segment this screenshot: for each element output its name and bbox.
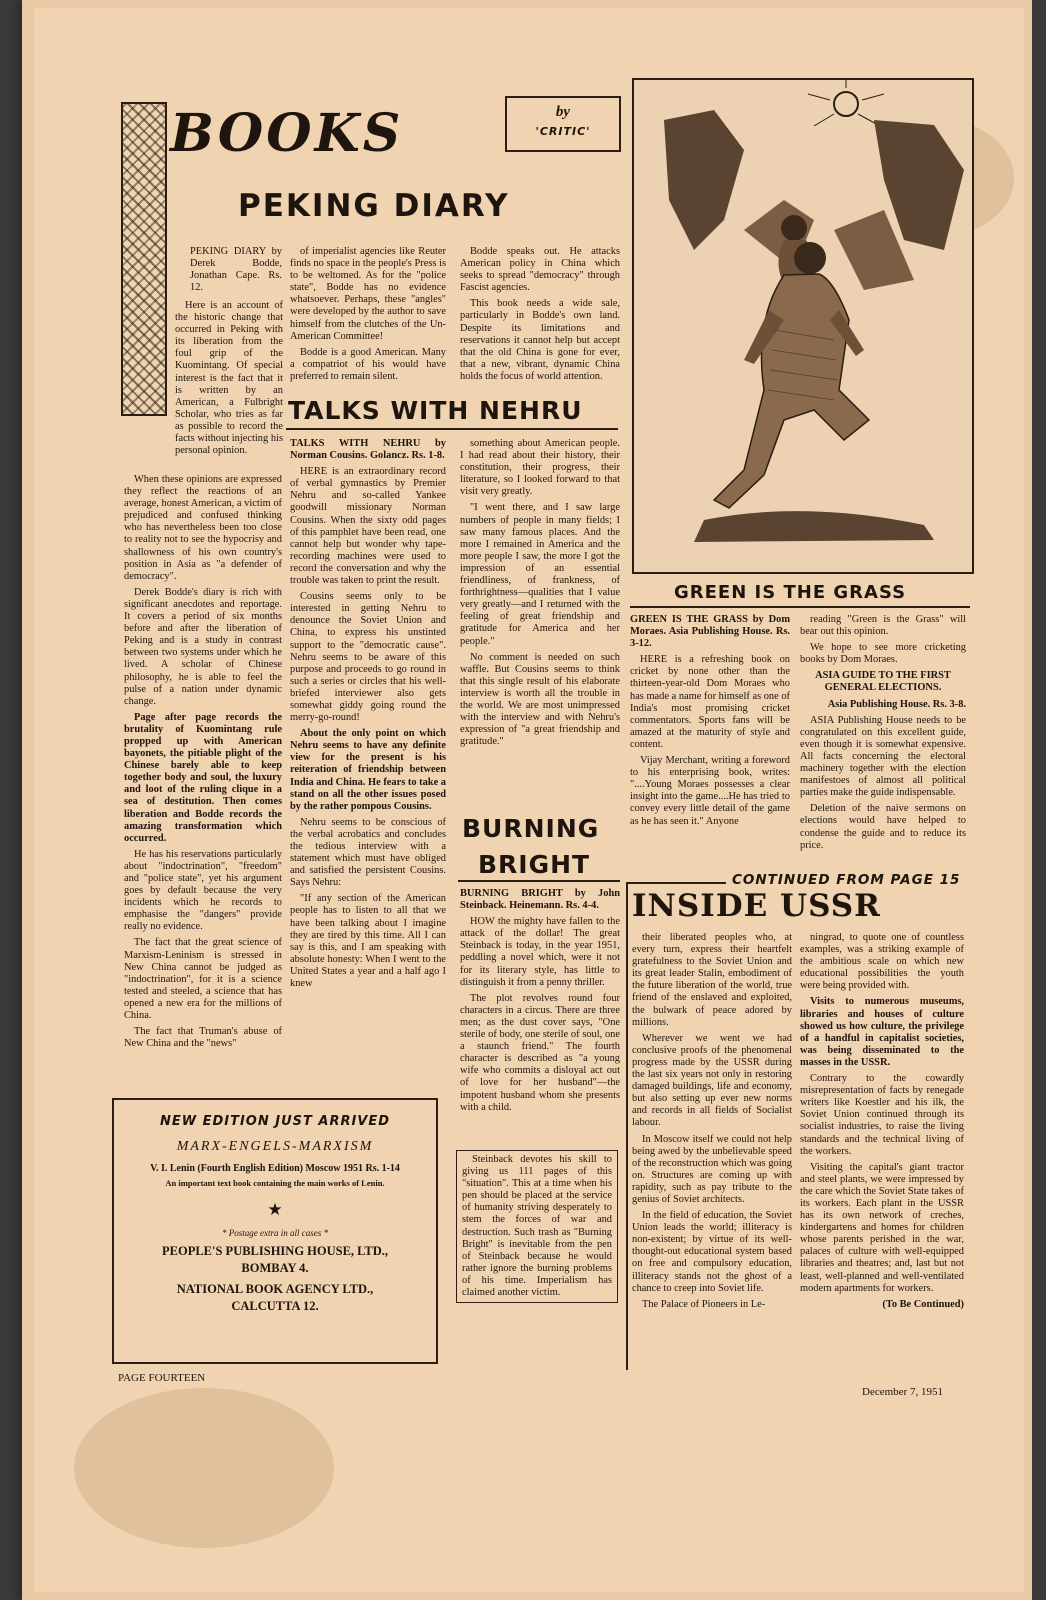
peking-source: PEKING DIARY by Derek Bodde, Jonathan Cape. Rs. 12. (190, 246, 282, 294)
peking-para: Bodde is a good American. Many a compatriot of his would have preferred to remain silent. (290, 346, 446, 382)
woodcut-illustration (632, 78, 974, 574)
grass-headline: GREEN IS THE GRASS (674, 582, 907, 603)
woodcut-image (634, 80, 972, 572)
peking-para: Bodde speaks out. He attacks American policy in China which seeks to spread "democracy" through Fascist agencies. (460, 246, 620, 294)
peking-para: Here is an account of the historic change that occurred in Peking with its liberation from the foul grip of the Kuomintang. Of special interest is the fact that it is written by an American, a Fulbright Scholar, who tries as far as possible to record the facts without injecting his personal opinion. (175, 300, 283, 457)
nehru-para: something about American people. I had read about their history, their constitution, their progress, their literature, so I looked forward to that visit very greatly. (460, 438, 620, 498)
ad-publisher-2: NATIONAL BOOK AGENCY LTD., (176, 1282, 374, 1296)
paper-stain (74, 1388, 334, 1548)
burning-source: BURNING BRIGHT by John Steinback. Heinemann. Rs. 4-4. (460, 888, 620, 912)
ussr-para: ningrad, to quote one of countless examples, was a striking example of the ambitious scale on which new educational possibilities the youth were being provided with. (800, 932, 964, 992)
nehru-para: Cousins seems only to be interested in getting Nehru to denounce the Soviet Union and China, to express his unstinted support to the "democratic cause". Nehru seems to be aware of this purpose and proceeds to go round in such a series or circles that his well-briefed interviewer also gets somewhat giddy going round the merry-go-round! (290, 591, 446, 724)
nehru-source: TALKS WITH NEHRU by Norman Cousins. Golancz. Rs. 1-8. (290, 438, 446, 462)
ussr-col-a (632, 932, 792, 1315)
ad-postage: * Postage extra in all cases * (222, 1228, 328, 1238)
byline-box (505, 96, 621, 152)
grass-col-a (630, 614, 790, 832)
burning-para: HOW the mighty have fallen to the attack of the dollar! The great Steinback is today, in the year 1951, peddling a novel which, were it not for its literary style, has little to distinguish it from a penny thriller. (460, 916, 620, 988)
peking-col-3 (460, 246, 620, 387)
ad-publisher-1-city: BOMBAY 4. (241, 1261, 309, 1275)
grass-col-b (800, 614, 966, 856)
nehru-para: Nehru seems to be conscious of the verbal acrobatics and concludes the tedious interview with a statement which must have obliged and satisfied the persistent Cousins. Says Nehru: (290, 816, 446, 889)
grass-para: Vijay Merchant, writing a foreword to his enterprising book, writes: "....Young Moraes possesses a clear insight into the game....He has tried to convey every little detail of the game as he has seen it." Anyone (630, 755, 790, 827)
ad-title: NEW EDITION JUST ARRIVED (159, 1114, 391, 1129)
burning-boxed-para: Steinback devotes his skill to giving us 111 pages of this "situation". This at a time when his pen should be placed at the service of humanity striving desperately to stem the forces of war and destruction. Such trash as "Burning Bright" is inevitable from the pen of Steinback because he would rather ignore the burning problems of his time. Imperialism has claimed another victim. (462, 1154, 612, 1299)
asia-guide-para: ASIA Publishing House needs to be congratulated on this excellent guide, even though it is somewhat expensive. All facts concerning the electoral machinery together with the election manifestoes of almost all political parties make the guide indispensable. (800, 714, 966, 799)
peking-para: When these opinions are expressed they reflect the reactions of an average, honest American, a victim of prejudiced and confused thinking who has nevertheless been too close to reality not to see the hypocrisy and shallowness of his own country's position in Asia as "a defender of democracy". (124, 474, 282, 582)
nehru-para: "If any section of the American people has to listen to all that we have been talking about I imagine they are tired by this time. All I can say is this, and I am speaking with absolute honesty: When I went to the United States a year and a half ago I knew (290, 893, 446, 990)
burning-rule (458, 880, 620, 882)
ad-book: MARX-ENGELS-MARXISM (176, 1139, 374, 1154)
peking-col-2 (290, 246, 446, 387)
ussr-headline: INSIDE USSR (632, 888, 881, 924)
burning-headline-1: BURNING (462, 814, 600, 843)
grass-para: HERE is a refreshing book on cricket by none other than the thirteen-year-old Dom Moraes who has made a name for himself as one of India's most promising cricket commentators. Sports fans will be amazed at the maturity of style and content. (630, 654, 790, 750)
ad-publisher-1: PEOPLE'S PUBLISHING HOUSE, LTD., (162, 1244, 388, 1258)
ussr-para: Wherever we went we had conclusive proofs of the phenomenal progress made by the USSR during the last six years not only in restoring damaged buildings, life and economy, but also setting up ever new norms and records in all fields of Socialist labour. (632, 1032, 792, 1129)
peking-para: of imperialist agencies like Reuter finds no space in the people's Press is to be weltomed. As for the "police state", Bodde has no evidence whatsoever. Perhaps, these "angles" were developed by the author to save himself from the clutches of the Un-American Committee! (290, 246, 446, 342)
nehru-headline: TALKS WITH NEHRU (288, 396, 583, 425)
peking-para: Derek Bodde's diary is rich with significant anecdotes and reportage. It covers a period of six months before and after the liberation of Peking and is a study in contrast between two systems under which he lived. A scholar of Chinese philosophy, he is able to feel the pulse of a nation under dynamic change. (124, 586, 282, 707)
ussr-side-rule (626, 882, 628, 1370)
peking-para: He has his reservations particularly about "indoctrination", "freedom" and "police state", yet his argument goes by default because the very incidents which he records to emphasise the "dangers" provide really no evidence. (124, 848, 282, 933)
asia-guide-para: Deletion of the naive sermons on elections would have helped to condense the guide and to reduce its price. (800, 803, 966, 851)
peking-col-1-lower (124, 474, 282, 1054)
ad-blurb: An important text book containing the main works of Lenin. (165, 1178, 385, 1188)
advertisement-box (112, 1098, 438, 1364)
ussr-para: Contrary to the cowardly misrepresentation of facts by renegade writers like Koestler and his ilk, the Soviet Union continued through its socialist industries, to raise the living standards and the technical living of the workers. (800, 1073, 964, 1157)
nehru-col-a (290, 438, 446, 994)
ussr-para: In the field of education, the Soviet Union leads the world; illiteracy is non-existent; by virtue of its well-thought-out educational system based on free and compulsory education, illiteracy stands not the ghost of a chance to creep into Soviet life. (632, 1210, 792, 1294)
ussr-para: In Moscow itself we could not help being awed by the unbelievable speed of the reconstruction which was going on. Structures are coming up with rapidity, such as pay tribute to the genius of Soviet architects. (632, 1133, 792, 1205)
page-number: PAGE FOURTEEN (118, 1372, 206, 1384)
issue-date: December 7, 1951 (862, 1386, 943, 1398)
ussr-bold-para: Visits to numerous museums, libraries and houses of culture showed us how culture, the privilege of a handful in capitalist societies, was being disseminated to the masses in the USSR. (800, 996, 964, 1068)
decorative-border (121, 102, 167, 416)
grass-source: GREEN IS THE GRASS by Dom Moraes. Asia Publishing House. Rs. 3-12. (630, 614, 790, 650)
grass-para: reading "Green is the Grass" will bear out this opinion. (800, 614, 966, 638)
ad-edition: V. I. Lenin (Fourth English Edition) Moscow 1951 Rs. 1-14 (150, 1163, 400, 1174)
burning-para: The plot revolves round four characters in a circus. There are three men; as the dust cover says, "One sterile of body, one sterile of soul, one a staunch friend." The fourth character is described as "a young wife who commits a disloyal act out of love for her husband"—the impotent husband whom she presents with a child. (460, 992, 620, 1113)
nehru-para: "I went there, and I saw large numbers of people in many fields; I saw many famous places. And the more I remained in America and the more people I saw, the more I got the impression of an essential friendliness, of frankness, of forthrightness—qualities that I value very greatly—and I returned with the feeling of great friendship and gratitude for America and her people." (460, 502, 620, 647)
peking-col-1-body (175, 300, 283, 474)
ussr-para: The Palace of Pioneers in Le- (642, 1298, 766, 1310)
nehru-rule (286, 428, 618, 430)
grass-para: We hope to see more cricketing books by Dom Moraes. (800, 642, 966, 666)
ussr-para: Visiting the capital's giant tractor and steel plants, we were impressed by the care which the Soviet State takes of its workers. Each plant in the USSR has its own network of creches, kindergartens and homes for children whose parents perished in the war, palaces of culture with well-equipped libraries and theatres; and, last but not least, well-planned and well-ventilated modern apartments for workers. (800, 1161, 964, 1294)
byline-by: by (555, 104, 571, 120)
star-icon: ★ (267, 1200, 283, 1219)
ussr-para: their liberated peoples who, at every turn, express their heartfelt gratefulness to the Soviet Union and its great leader Stalin, embodiment of the future liberation of the world, true friend of the enslaved and exploited, the bulwark of peace adored by millions. (632, 932, 792, 1028)
grass-rule (630, 606, 970, 608)
nehru-bold-para: About the only point on which Nehru seems to have any definite view for the present is his reiteration of friendship between India and China. He fears to take a stand on all the other issues posed by the rather pompous Cousins. (290, 728, 446, 812)
burning-boxed (456, 1150, 618, 1303)
nehru-para: HERE is an extraordinary record of verbal gymnastics by Premier Nehru and so-called Yankee goodwill missionary Norman Cousins. When the sixty odd pages of this pamphlet have been read, one cannot help but wonder why tape-recording machines were used to record the conversation and why the trouble was taken to print the result. (290, 466, 446, 587)
byline-name: 'CRITIC' (535, 125, 591, 138)
burning-col (460, 888, 620, 1118)
burning-headline-2: BRIGHT (478, 850, 591, 879)
section-title: BOOKS (170, 103, 404, 164)
peking-para: The fact that the great science of Marxism-Leninism is stressed in New China cannot be judged as "indoctrination", for it is a science tested and steeled, a science that has opened a new era for the millions of China. (124, 937, 282, 1022)
ussr-continued: CONTINUED FROM PAGE 15 (732, 872, 961, 888)
ad-publisher-2-city: CALCUTTA 12. (231, 1299, 319, 1313)
asia-guide-title: ASIA GUIDE TO THE FIRST GENERAL ELECTIONS. (815, 670, 951, 694)
peking-para: The fact that Truman's abuse of New China and the "news" (124, 1026, 282, 1050)
nehru-para: No comment is needed on such waffle. But Cousins seems to think that this single result of his elaborate interview is worth all the trouble in the world. We are most unimpressed with the interview and with Nehru's expression of "a great friendship and gratitude." (460, 651, 620, 748)
peking-col-1 (190, 246, 282, 298)
peking-bold-para: Page after page records the brutality of Kuomintang rule propped up with American bayonets, the pitiable plight of the Chinese barely able to keep together body and soul, the luxury and loot of the ruling clique in a sea of destitution. Then comes liberation and Bodde records the amazing transformation which occurred. (124, 711, 282, 844)
nehru-col-b (460, 438, 620, 752)
ussr-end-note: (To Be Continued) (882, 1298, 964, 1310)
asia-guide-publisher: Asia Publishing House. Rs. 3-8. (827, 698, 966, 710)
peking-headline: PEKING DIARY (238, 188, 510, 224)
peking-para: This book needs a wide sale, particularly in Bodde's own land. Despite its limitations and reservations it cannot help but accept that the old China is gone for ever, that a new, vibrant, dynamic China holds the focus of world attention. (460, 298, 620, 382)
ussr-top-rule (626, 882, 726, 884)
ussr-col-b (800, 932, 964, 1315)
